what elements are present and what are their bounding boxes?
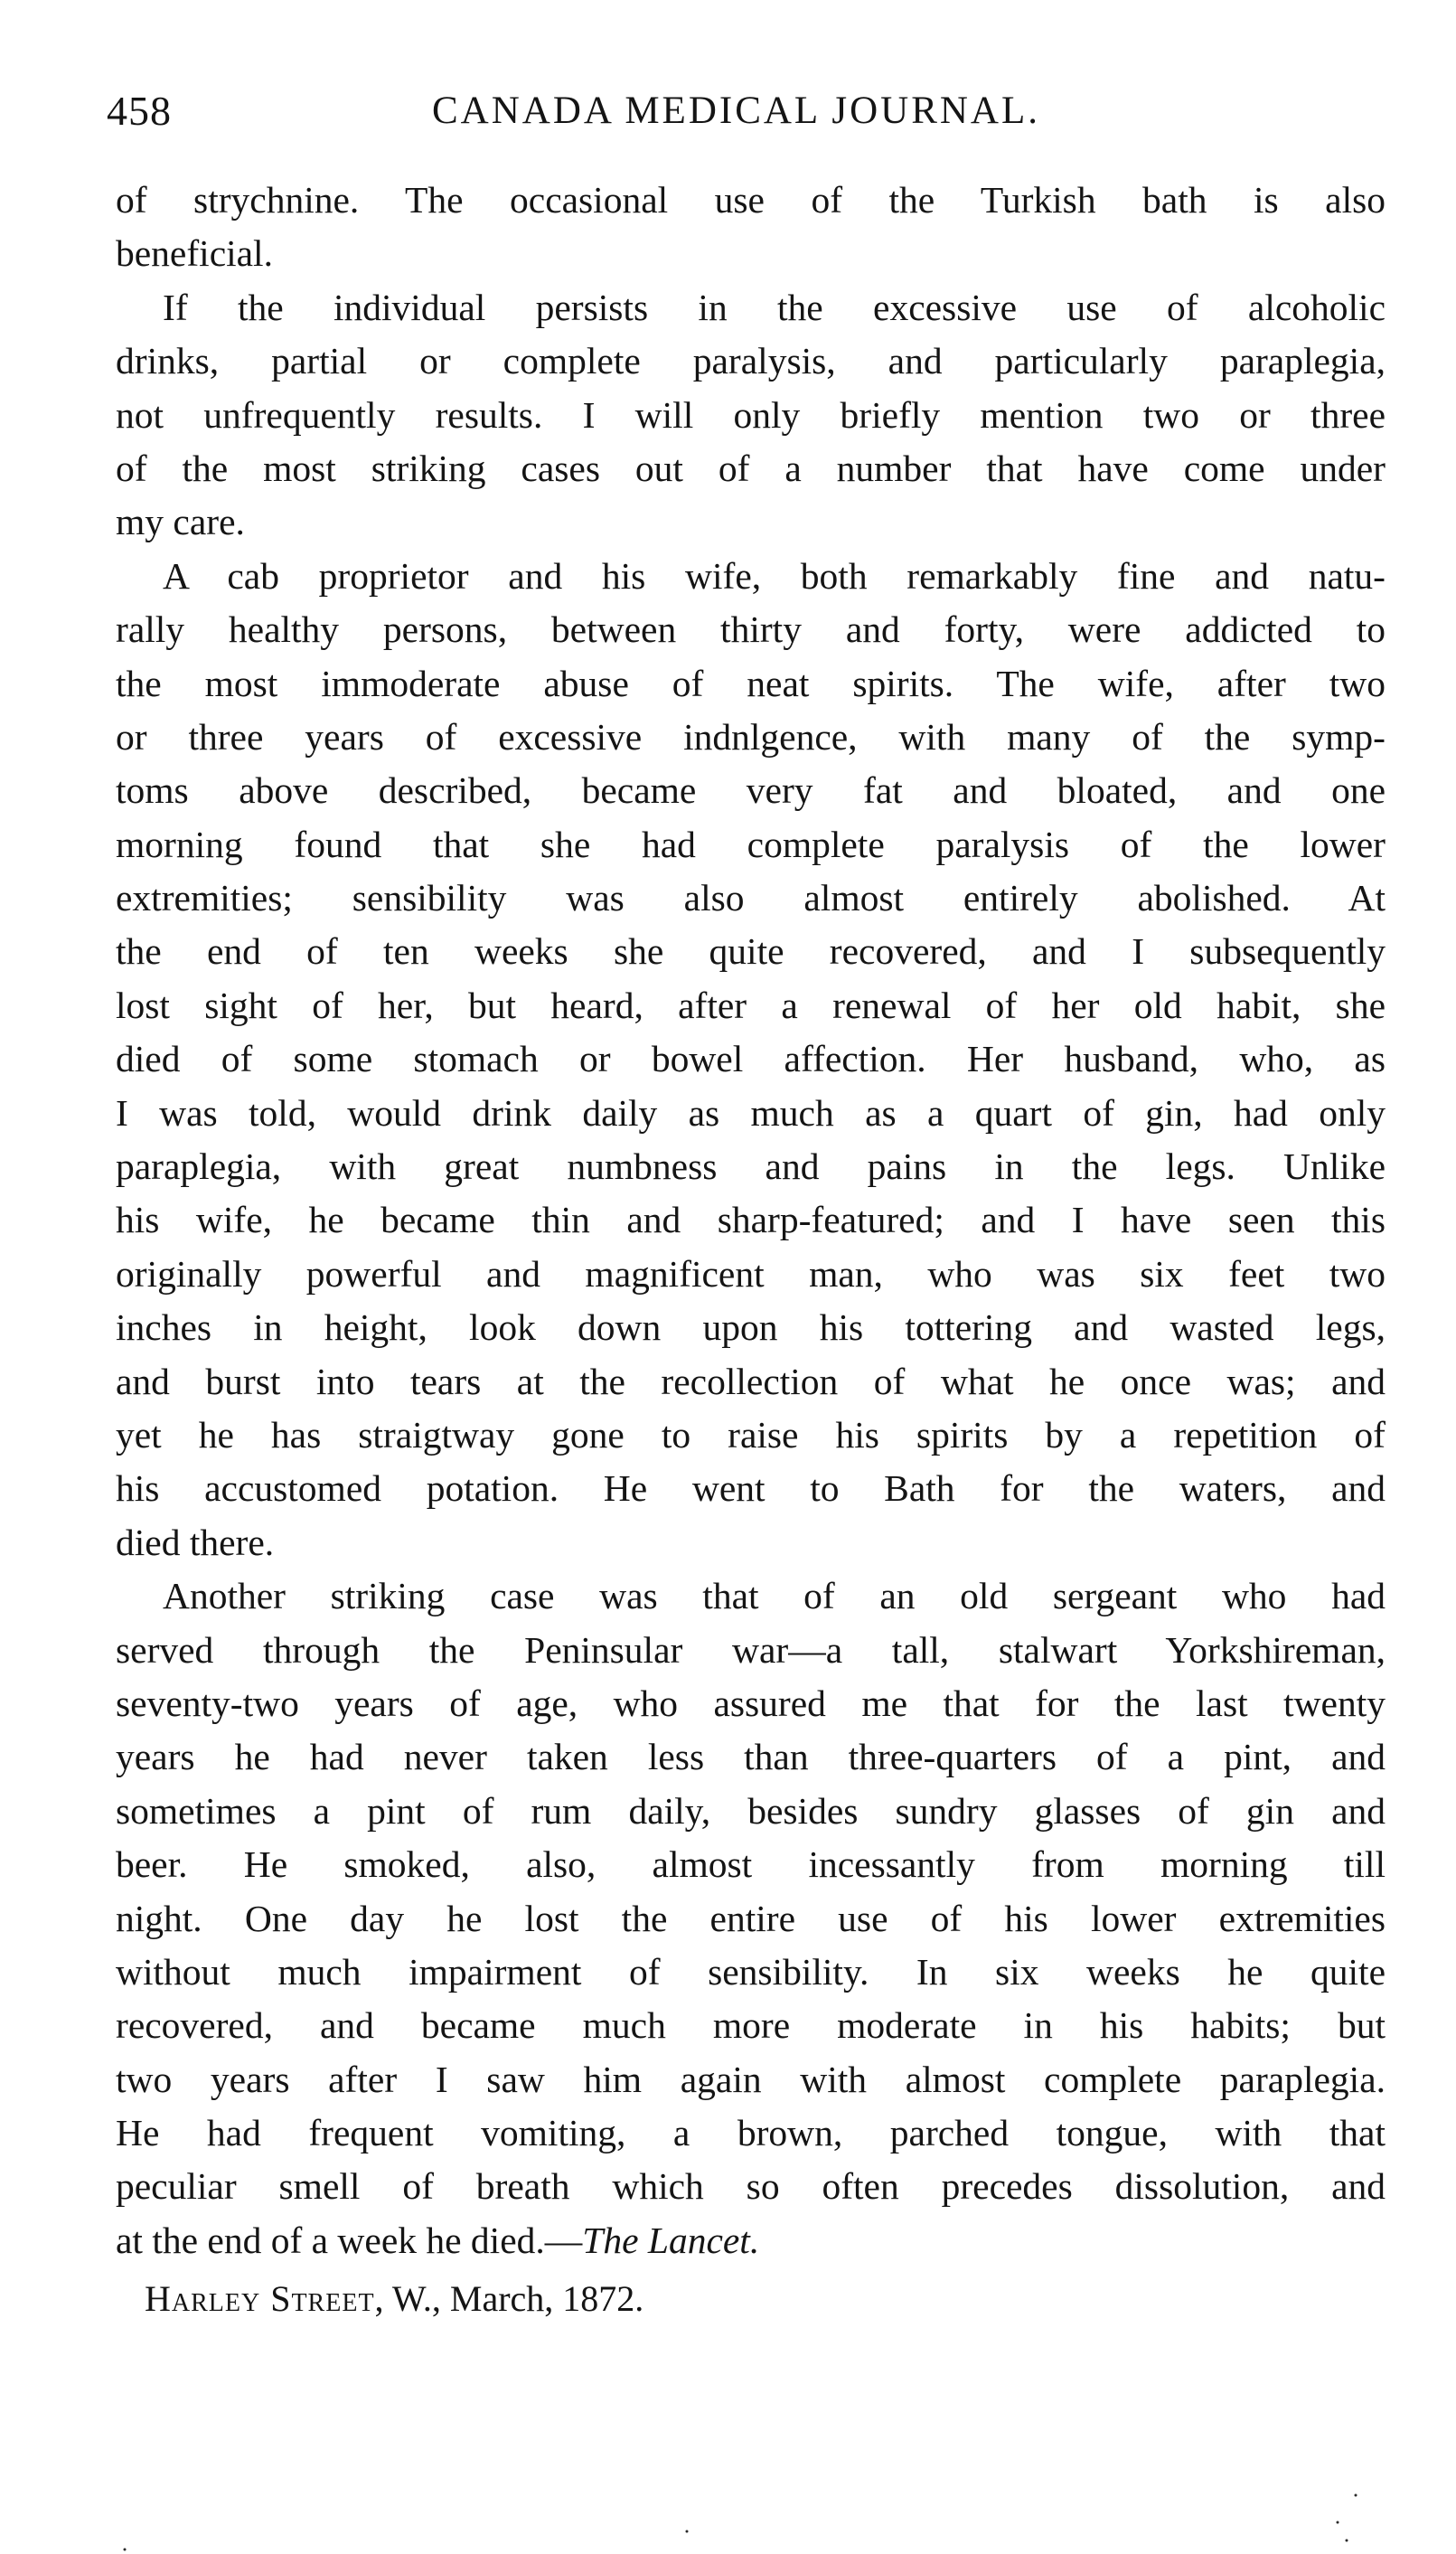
text-line: served through the Peninsular war—a tall, stalwart Yorkshireman, — [116, 1628, 1386, 1671]
text-line: night. One day he lost the entire use of his lower extremities — [116, 1897, 1386, 1939]
text-line: beer. He smoked, also, almost incessantly from morning till — [116, 1843, 1386, 1886]
text-line: not unfrequently results. I will only briefly mention two or three — [116, 393, 1386, 436]
text-line: or three years of excessive indnlgence, with many of the symp- — [116, 715, 1386, 758]
text-line: rally healthy persons, between thirty and forty, were addicted to — [116, 608, 1386, 651]
text-line: of the most striking cases out of a number that have come under — [116, 447, 1386, 489]
page-header — [107, 80, 1390, 143]
text-line: years he had never taken less than three-quarters of a pint, and — [116, 1736, 1386, 1778]
text-line: without much impairment of sensibility. In six weeks he quite — [116, 1950, 1386, 1993]
page-number: 458 — [107, 88, 172, 134]
paragraph — [116, 1569, 1386, 2267]
signature-text — [145, 2272, 643, 2326]
text-line: peculiar smell of breath which so often precedes dissolution, and — [116, 2165, 1386, 2208]
text-line: I was told, would drink daily as much as a quart of gin, had only — [116, 1091, 1386, 1134]
text-line: lost sight of her, but heard, after a renewal of her old habit, she — [116, 984, 1386, 1026]
text-line: originally powerful and magnificent man, who was six feet two — [116, 1252, 1386, 1295]
text-line: Another striking case was that of an old sergeant who had — [163, 1575, 1386, 1617]
text-line: died of some stomach or bowel affection. Her husband, who, as — [116, 1038, 1386, 1080]
running-head: CANADA MEDICAL JOURNAL. — [432, 90, 1040, 132]
text-line: morning found that she had complete paralysis of the lower — [116, 823, 1386, 865]
text-line: at the end of a week he died.—The Lancet. — [116, 2219, 760, 2261]
paragraph — [116, 281, 1386, 550]
text-line: his accustomed potation. He went to Bath for the waters, and — [116, 1467, 1386, 1510]
text-line: and burst into tears at the recollection of what he once was; and — [116, 1360, 1386, 1402]
text-line: my care. — [116, 501, 245, 543]
text-line: the most immoderate abuse of neat spirits. The wife, after two — [116, 662, 1386, 704]
text-line: recovered, and became much more moderate in his habits; but — [116, 2004, 1386, 2047]
text-line: his wife, he became thin and sharp-featured; and I have seen this — [116, 1199, 1386, 1241]
text-line: paraplegia, with great numbness and pains in the legs. Unlike — [116, 1145, 1386, 1188]
text-line: sometimes a pint of rum daily, besides sundry glasses of gin and — [116, 1789, 1386, 1832]
paragraph — [116, 550, 1386, 1569]
text-line: He had frequent vomiting, a brown, parched tongue, with that — [116, 2112, 1386, 2154]
text-line: extremities; sensibility was also almost entirely abolished. At — [116, 877, 1386, 919]
signature-date: , W., March, 1872. — [374, 2277, 644, 2319]
text-line: the end of ten weeks she quite recovered, and I subsequently — [116, 930, 1386, 973]
text-line: A cab proprietor and his wife, both remarkably fine and natu- — [163, 554, 1386, 597]
source-citation: The Lancet. — [582, 2219, 760, 2261]
paragraph — [116, 174, 1386, 281]
text-line: inches in height, look down upon his tottering and wasted legs, — [116, 1306, 1386, 1349]
text-line: beneficial. — [116, 232, 273, 275]
text-line: two years after I saw him again with almost complete paraplegia. — [116, 2058, 1386, 2100]
signature-street: Harley Street — [145, 2277, 375, 2319]
text-line: yet he has straigtway gone to raise his spirits by a repetition of — [116, 1413, 1386, 1456]
text-line: drinks, partial or complete paralysis, and particularly paraplegia, — [116, 340, 1386, 382]
text-line: seventy-two years of age, who assured me that for the last twenty — [116, 1682, 1386, 1724]
text-line: died there. — [116, 1521, 275, 1563]
text-line: of strychnine. The occasional use of the Turkish bath is also — [116, 179, 1386, 221]
text-line: If the individual persists in the excessive use of alcoholic — [163, 286, 1386, 328]
text-line: toms above described, became very fat and bloated, and one — [116, 769, 1386, 812]
article-body — [116, 174, 1386, 2267]
